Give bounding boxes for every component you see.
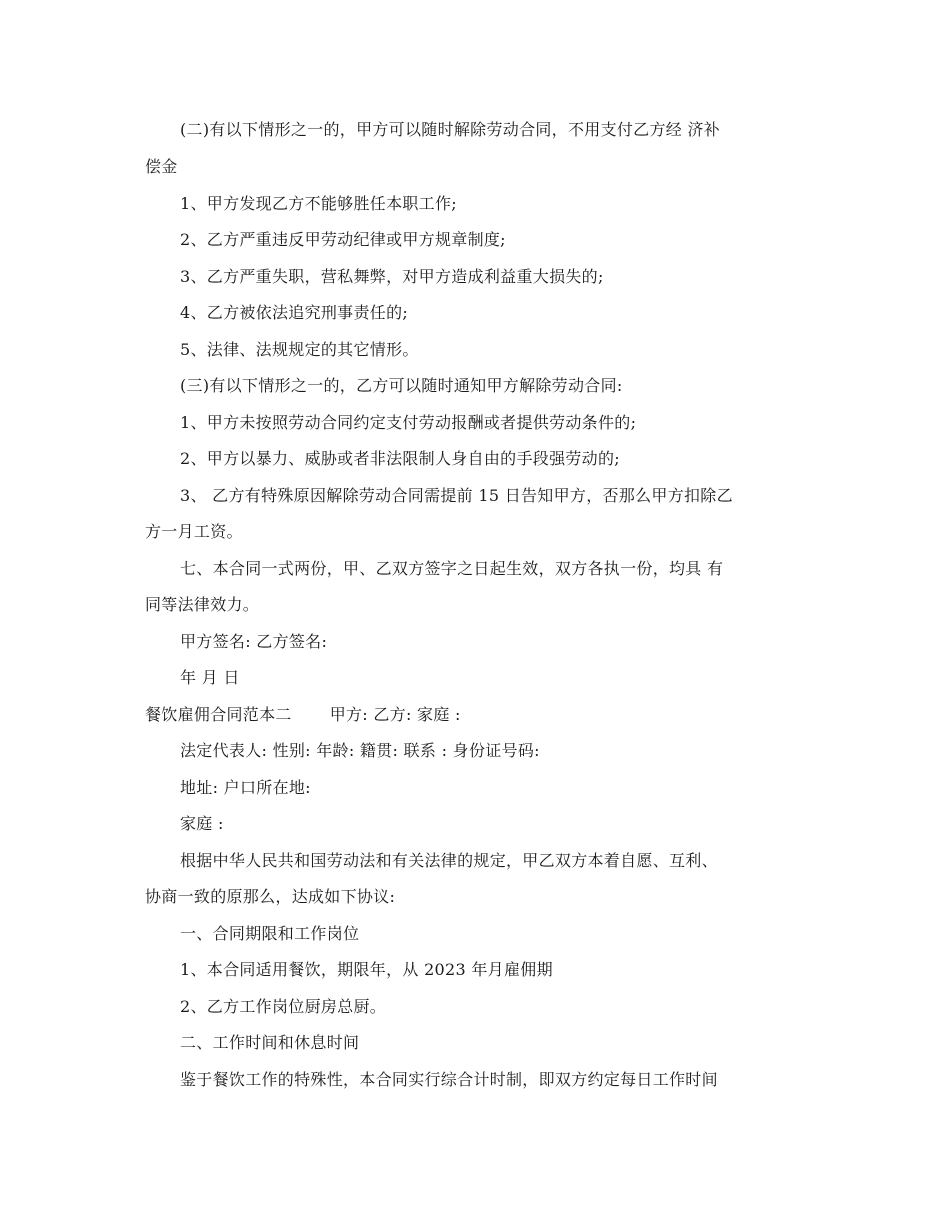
paragraph-line: 家庭 : <box>180 814 224 833</box>
paragraph-line: 5、法律、法规规定的其它情形。 <box>180 340 419 359</box>
date-line: 年 月 日 <box>180 668 240 687</box>
paragraph-line: (二)有以下情形之一的，甲方可以随时解除劳动合同，不用支付乙方经 济补 <box>180 120 721 139</box>
section-heading: 一、合同期限和工作岗位 <box>180 924 360 943</box>
paragraph-line: 4、乙方被依法追究刑事责任的; <box>180 303 409 322</box>
paragraph-line: 3、乙方严重失职，营私舞弊，对甲方造成利益重大损失的; <box>180 267 604 286</box>
paragraph-line: 2、乙方严重违反甲劳动纪律或甲方规章制度; <box>180 230 506 249</box>
paragraph-line: 2、甲方以暴力、威胁或者非法限制人身自由的手段强劳动的; <box>180 449 620 468</box>
sample-title: 餐饮雇佣合同范本二 <box>145 705 292 724</box>
paragraph-line: 协商一致的原那么，达成如下协议: <box>145 887 396 906</box>
signature-line: 甲方签名: 乙方签名: <box>180 632 328 651</box>
paragraph-line: 1、甲方发现乙方不能够胜任本职工作; <box>180 194 457 213</box>
paragraph-line: (三)有以下情形之一的，乙方可以随时通知甲方解除劳动合同: <box>180 376 623 395</box>
paragraph-line: 同等法律效力。 <box>145 595 260 614</box>
paragraph-line: 方一月工资。 <box>145 522 243 541</box>
paragraph-line: 偿金 <box>145 157 178 176</box>
paragraph-line: 1、本合同适用餐饮，期限年，从 2023 年月雇佣期 <box>180 960 553 979</box>
sample-heading-line <box>145 704 805 726</box>
paragraph-line: 2、乙方工作岗位厨房总厨。 <box>180 997 387 1016</box>
paragraph-line: 鉴于餐饮工作的特殊性，本合同实行综合计时制，即双方约定每日工作时间 <box>180 1070 718 1089</box>
paragraph-line: 地址: 户口所在地: <box>180 778 311 797</box>
paragraph-line: 3、 乙方有特殊原因解除劳动合同需提前 15 日告知甲方，否那么甲方扣除乙 <box>180 486 733 505</box>
paragraph-line: 七、本合同一式两份，甲、乙双方签字之日起生效，双方各执一份，均具 有 <box>180 559 724 578</box>
paragraph-line: 1、甲方未按照劳动合同约定支付劳动报酬或者提供劳动条件的; <box>180 413 637 432</box>
section-heading: 二、工作时间和休息时间 <box>180 1033 360 1052</box>
paragraph-line: 法定代表人: 性别: 年龄: 籍贯: 联系 : 身份证号码: <box>180 741 540 760</box>
paragraph-line: 根据中华人民共和国劳动法和有关法律的规定，甲乙双方本着自愿、互利、 <box>180 851 718 870</box>
sample-parties: 甲方: 乙方: 家庭 : <box>329 705 461 724</box>
